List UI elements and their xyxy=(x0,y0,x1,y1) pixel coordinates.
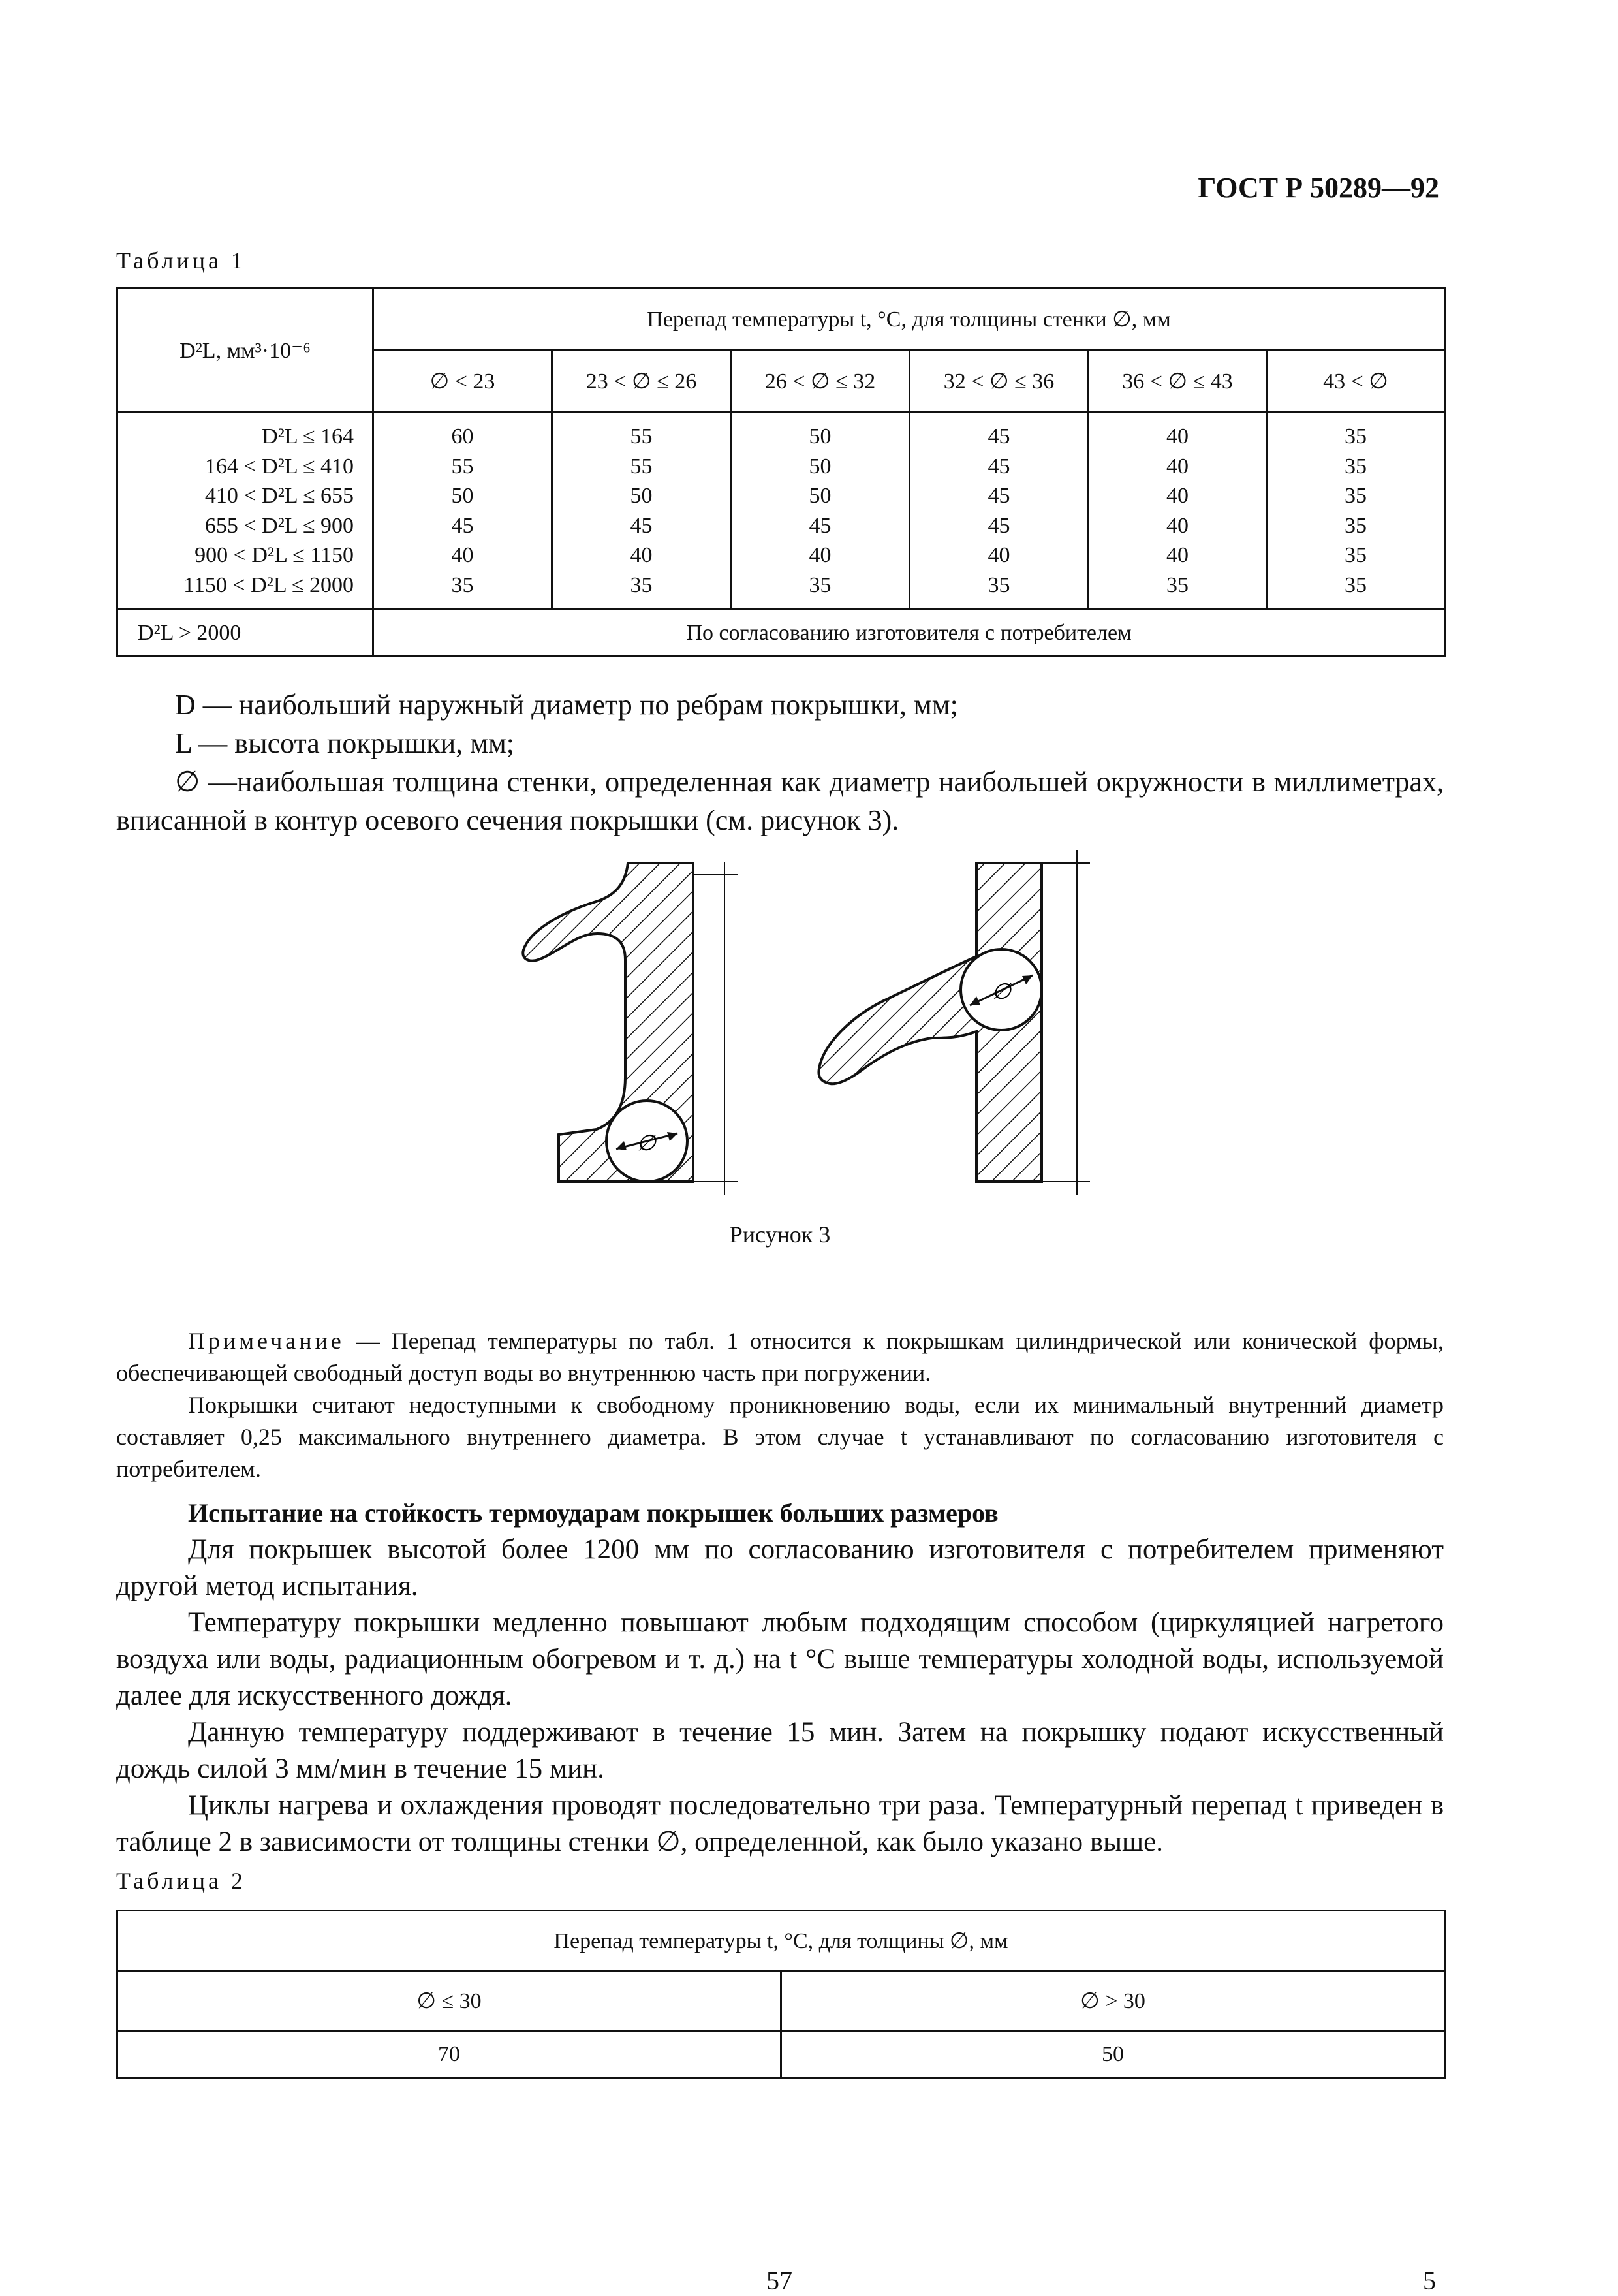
standard-code: ГОСТ Р 50289—92 xyxy=(1198,172,1439,204)
table1-value-column xyxy=(552,413,731,610)
table1-group-header: Перепад температуры t, °С, для толщины стенки ∅, мм xyxy=(373,289,1445,351)
table1-value-column xyxy=(373,413,552,610)
table1-col-header: ∅ < 23 xyxy=(373,351,552,413)
table1-value-column xyxy=(1267,413,1445,610)
table2-header: Перепад температуры t, °С, для толщины ∅, мм xyxy=(117,1911,1445,1971)
table1-cell: 45 xyxy=(809,513,832,538)
right-section xyxy=(783,842,1110,1208)
table1-value-column xyxy=(910,413,1089,610)
table1-col-header: 36 < ∅ ≤ 43 xyxy=(1089,351,1267,413)
table2-col-header: ∅ ≤ 30 xyxy=(117,1971,781,2031)
note-text-2: Покрышки считают недоступными к свободному проникновению воды, если их минимальный внутренний диаметр составляет 0,25 максимального внутреннего диаметра. В этом случае t устанавливают по согласованию изготовителя с потребителем. xyxy=(116,1392,1444,1482)
table1-cell: 55 xyxy=(630,454,653,479)
table1-cell: 35 xyxy=(1166,573,1189,597)
table1-value-column xyxy=(731,413,910,610)
table1-col-header: 43 < ∅ xyxy=(1267,351,1445,413)
table1-cell: 40 xyxy=(630,543,653,567)
left-section xyxy=(457,842,783,1208)
table1-cell: 35 xyxy=(1345,484,1367,508)
figure-3-drawing xyxy=(457,842,1110,1208)
table1-last-row-text: По согласованию изготовителя с потребителем xyxy=(373,610,1445,657)
table1-row-label: D²L ≤ 164 xyxy=(262,424,354,448)
table1-cell: 50 xyxy=(451,484,474,508)
table1-cell: 35 xyxy=(630,573,653,597)
figure-caption: Рисунок 3 xyxy=(729,1221,831,1248)
table2-col-header: ∅ > 30 xyxy=(781,1971,1445,2031)
section-paragraph: Данную температуру поддерживают в течение 15 мин. Затем на покрышку подают искусственный дождь силой 3 мм/мин в течение 15 мин. xyxy=(116,1717,1444,1784)
table1-cell: 40 xyxy=(988,543,1010,567)
figure-symbol-right: ∅ xyxy=(991,980,1011,1004)
figure-symbol-left: ∅ xyxy=(636,1131,656,1156)
table1-caption: Таблица 1 xyxy=(116,247,246,274)
table1-cell: 35 xyxy=(988,573,1010,597)
definition-thickness: ∅ —наибольшая толщина стенки, определенная как диаметр наибольшей окружности в миллиметрах, вписанной в контур осевого сечения покрышки (см. рисунок 3). xyxy=(116,766,1444,836)
table1-row-label: 1150 < D²L ≤ 2000 xyxy=(183,573,354,597)
page-number-center: 57 xyxy=(766,2266,792,2295)
table2-cell: 50 xyxy=(781,2031,1445,2078)
note-text-1: — Перепад температуры по табл. 1 относится к покрышкам цилиндрической или конической формы, обеспечивающей свободный доступ воды во внутреннюю часть при погружении. xyxy=(116,1328,1444,1386)
table2-caption: Таблица 2 xyxy=(116,1868,246,1894)
table1-cell: 40 xyxy=(1166,513,1189,538)
table1-cell: 55 xyxy=(630,424,653,448)
table1-cell: 40 xyxy=(1166,424,1189,448)
table1-col-header: 26 < ∅ ≤ 32 xyxy=(731,351,910,413)
table2-cell: 70 xyxy=(117,2031,781,2078)
section-paragraph: Температуру покрышки медленно повышают любым подходящим способом (циркуляцией нагретого воздуха или воды, радиационным обогревом и т. д.) на t °С выше температуры холодной воды, используемой далее для искусственного дождя. xyxy=(116,1607,1444,1711)
table1-cell: 40 xyxy=(1166,484,1189,508)
section-heading: Испытание на стойкость термоударам покрышек больших размеров xyxy=(188,1498,999,1528)
table1-cell: 50 xyxy=(809,484,832,508)
table1-cell: 45 xyxy=(988,454,1010,479)
section-paragraph: Циклы нагрева и охлаждения проводят последовательно три раза. Температурный перепад t приведен в таблице 2 в зависимости от толщины стенки ∅, определенной, как было указано выше. xyxy=(116,1790,1444,1857)
section xyxy=(116,1495,1444,1861)
table1-cell: 35 xyxy=(1345,513,1367,538)
table1-cell: 40 xyxy=(1166,543,1189,567)
definition-l: L — высота покрышки, мм; xyxy=(175,727,515,759)
table1-cell: 35 xyxy=(451,573,474,597)
table1-row-label: 655 < D²L ≤ 900 xyxy=(204,513,354,538)
table1-cell: 45 xyxy=(988,484,1010,508)
table1-cell: 50 xyxy=(809,424,832,448)
table1-cell: 40 xyxy=(809,543,832,567)
table1-cell: 35 xyxy=(1345,573,1367,597)
page-number-right: 5 xyxy=(1423,2266,1436,2295)
table1-row-labels xyxy=(117,413,373,610)
table1-cell: 45 xyxy=(988,424,1010,448)
table1-cell: 45 xyxy=(988,513,1010,538)
table1-last-row-label: D²L > 2000 xyxy=(117,610,373,657)
section-paragraph: Для покрышек высотой более 1200 мм по согласованию изготовителя с потребителем применяют другой метод испытания. xyxy=(116,1534,1444,1601)
table1-cell: 55 xyxy=(451,454,474,479)
table1-cell: 35 xyxy=(809,573,832,597)
table1-cell: 60 xyxy=(451,424,474,448)
table1-value-column xyxy=(1089,413,1267,610)
table1-row-label: 900 < D²L ≤ 1150 xyxy=(194,543,354,567)
note xyxy=(116,1325,1444,1485)
table1-cell: 45 xyxy=(630,513,653,538)
definitions xyxy=(116,685,1444,840)
table1-cell: 40 xyxy=(1166,454,1189,479)
table1-row-label: 164 < D²L ≤ 410 xyxy=(204,454,354,479)
table1-cell: 45 xyxy=(451,513,474,538)
table1-cell: 35 xyxy=(1345,454,1367,479)
table1-col-header: 23 < ∅ ≤ 26 xyxy=(552,351,731,413)
note-label: Примечание xyxy=(188,1328,345,1354)
table1-col-header: 32 < ∅ ≤ 36 xyxy=(910,351,1089,413)
table1-cell: 35 xyxy=(1345,424,1367,448)
table1-cell: 50 xyxy=(630,484,653,508)
table1 xyxy=(116,287,1446,657)
table1-cell: 40 xyxy=(451,543,474,567)
table1-cell: 50 xyxy=(809,454,832,479)
table1-row-label: 410 < D²L ≤ 655 xyxy=(204,484,354,508)
definition-d: D — наибольший наружный диаметр по ребрам покрышки, мм; xyxy=(175,689,958,721)
table1-cell: 35 xyxy=(1345,543,1367,567)
table2 xyxy=(116,1910,1446,2079)
table1-corner-label: D²L, мм³·10⁻⁶ xyxy=(117,289,373,413)
